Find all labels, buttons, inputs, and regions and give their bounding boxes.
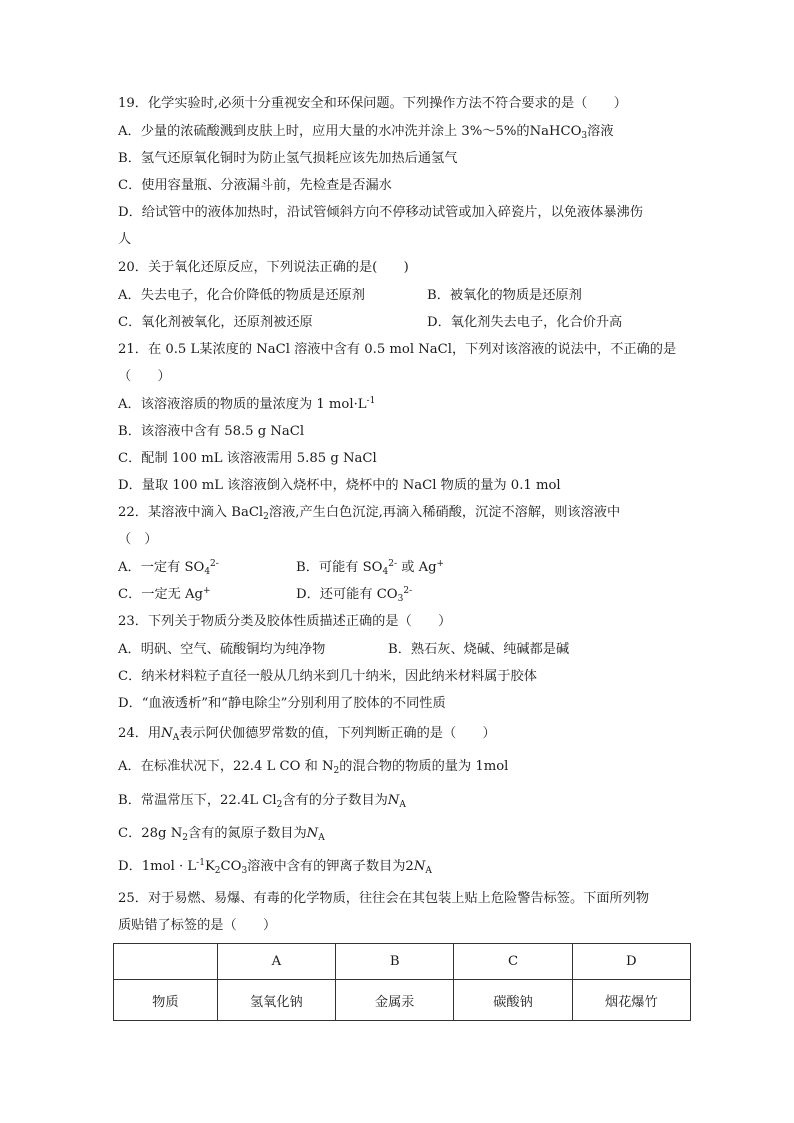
q20-option-b [427,287,582,305]
q24-a-post: 的混合物的物质的量为 1mol [339,759,509,774]
q24-d-sup: -1 [196,858,205,868]
q23-a-text: A．明矾、空气、硫酸铜均为纯净物 [118,642,326,657]
q21-paren [118,368,171,386]
q20-option-d [427,314,622,332]
q22-b-sup2: + [436,559,445,569]
q23-stem [118,613,451,631]
table-row [114,980,691,1021]
q21-option-c [118,450,377,468]
q22-d-sup: 2- [403,586,413,596]
na-sub: A [318,833,325,843]
q19-stem-text: 19．化学实验时,必须十分重视安全和环保问题。下列操作方法不符合要求的是（ ） [118,96,627,111]
q22-a-sup: 2- [210,559,219,569]
q19-d-text: D．给试管中的液体加热时，沿试管倾斜方向不停移动试管或加入碎瓷片，以免液体暴沸伤 [118,205,643,220]
q19-option-d-cont [118,231,131,249]
q22-a-sub: 4 [204,567,211,577]
q22-c-sup: + [203,586,211,596]
q19-stem [118,95,627,113]
q23-b-text: B．熟石灰、烧碱、纯碱都是碱 [388,642,570,657]
q21-a-text: A．该溶液溶质的物质的量浓度为 1 mol·L [118,397,367,412]
table-cell: 碳酸钠 [454,980,572,1021]
q20-d-text: D．氧化剂失去电子，化合价升高 [427,315,623,330]
q19-option-a [118,123,614,141]
q24-d-two: 2 [405,859,414,874]
q25-stem [118,890,649,908]
q22-c-text: C．一定无 Ag [118,587,203,602]
q23-option-a [118,641,325,659]
q22-a-text: A．一定有 SO [118,560,205,575]
q21-option-b [118,423,304,441]
q25-stem-cont [118,917,276,935]
q23-stem-text: 23．下列关于物质分类及胶体性质描述正确的是（ ） [118,614,452,629]
q19-option-c [118,177,392,195]
table-header-cell [114,944,218,980]
q19-a-text: A．少量的浓硫酸溅到皮肤上时，应用大量的水冲洗并涂上 3%～5%的NaHCO [118,124,582,139]
table-cell: 物质 [114,980,218,1021]
q22-stem [118,504,620,522]
q22-b-sup: 2- [388,559,397,569]
q20-a-text: A．失去电子，化合价降低的物质是还原剂 [118,288,365,303]
table-cell: 烟花爆竹 [572,980,690,1021]
q24-a-text: A．在标准状况下，22.4 L CO 和 N [118,759,334,774]
na-symbol: N [161,726,173,741]
q24-c-post: 含有的氮原子数目为 [187,826,307,841]
q24-d-post: 溶液中含有的钾离子数目为 [247,859,406,874]
q24-option-c [118,825,325,843]
q24-stem [118,725,496,743]
q25-stem-text: 25．对于易燃、易爆、有毒的化学物质，往往会在其包装上贴上危险警告标签。下面所列物 [118,891,650,906]
q22-option-a [118,559,219,577]
q22-stem-post: 溶液,产生白色沉淀,再滴入稀硝酸，沉淀不溶解，则该溶液中 [268,505,621,520]
q22-option-d [296,586,412,604]
table-header-row [114,944,691,980]
na-symbol: N [387,793,400,808]
q24-stem-post: 表示阿伏伽德罗常数的值，下列判断正确的是（ ） [179,726,496,741]
na-sub: A [399,800,406,810]
na-sub: A [172,733,180,743]
q24-b-text: B．常温常压下，22.4L Cl [118,793,277,808]
q23-d-text: D．“血液透析”和“静电除尘”分别利用了胶体的不同性质 [118,696,446,711]
q24-c-text: C．28g N [118,826,183,841]
q19-d-text-cont: 人 [118,232,132,247]
q24-stem-text: 24．用 [118,726,162,741]
q20-b-text: B．被氧化的物质是还原剂 [427,288,582,303]
q19-a-sub: 3 [581,131,588,141]
q22-option-b [296,559,444,577]
q19-option-b [118,150,457,168]
q21-stem-text: 21．在 0.5 L某浓度的 NaCl 溶液中含有 0.5 mol NaCl，下列对该溶液的说法中，不正确的是 [118,342,677,357]
q21-paren-text: （ ） [118,369,171,384]
q19-option-d [118,204,643,222]
q22-b-mid: 或 Ag [397,560,437,575]
na-symbol: N [306,826,319,841]
q24-b-sub: 2 [276,800,283,810]
q24-d-co-sub: 3 [241,866,248,876]
q24-a-sub: 2 [333,766,340,776]
q21-option-d [118,477,561,495]
q25-stem-text-cont: 质贴错了标签的是（ ） [118,918,277,933]
q21-option-a [118,396,375,414]
q20-stem [118,259,409,277]
q19-c-text: C．使用容量瓶、分液漏斗前，先检查是否漏水 [118,178,392,193]
q22-stem-text: 22．某溶液中滴入 BaCl [118,505,264,520]
q24-d-k-sub: 2 [214,866,221,876]
table-cell: 氢氧化钠 [217,980,335,1021]
q24-d-k: K [204,859,215,874]
q23-option-d [118,695,446,713]
q21-c-text: C．配制 100 mL 该溶液需用 5.85 g NaCl [118,451,377,466]
q19-b-text: B．氢气还原氧化铜时为防止氢气损耗应该先加热后通氢气 [118,151,458,166]
table-cell: 金属汞 [336,980,454,1021]
q22-option-c [118,586,211,604]
q21-d-text: D．量取 100 mL 该溶液倒入烧杯中，烧杯中的 NaCl 物质的量为 0.1 mol [118,478,561,493]
q22-d-sub: 3 [397,594,404,604]
q20-option-c [118,314,313,332]
q24-option-b [118,792,406,810]
q24-c-sub: 2 [182,833,188,843]
q22-paren [118,531,158,549]
q23-option-c [118,668,537,686]
q22-b-sub: 4 [382,567,389,577]
q20-stem-text: 20．关于氧化还原反应，下列说法正确的是( ) [118,260,409,275]
q23-option-b [388,641,569,659]
q20-option-a [118,287,365,305]
label-table [113,943,691,1021]
table-header-cell: B [336,944,454,980]
q21-a-sup: -1 [366,396,376,406]
q24-d-co: CO [220,859,242,874]
q21-b-text: B．该溶液中含有 58.5 g NaCl [118,424,305,439]
q22-d-text: D．还可能有 CO [296,587,398,602]
table-header-cell: A [217,944,335,980]
table-header-cell: D [572,944,690,980]
q21-stem [118,341,676,359]
na-symbol: N [413,859,426,874]
q24-option-d [118,858,432,876]
q22-b-text: B．可能有 SO [296,560,383,575]
q24-d-text: D．1mol · L [118,859,197,874]
q22-paren-text: （ ） [118,532,158,547]
q24-option-a [118,758,508,776]
q24-b-post: 含有的分子数目为 [282,793,388,808]
na-sub: A [425,866,432,876]
q23-c-text: C．纳米材料粒子直径一般从几纳米到几十纳米，因此纳米材料属于胶体 [118,669,537,684]
q19-a-post: 溶液 [587,124,614,139]
q20-c-text: C．氧化剂被氧化，还原剂被还原 [118,315,313,330]
table-header-cell: C [454,944,572,980]
q22-stem-sub: 2 [263,512,269,522]
